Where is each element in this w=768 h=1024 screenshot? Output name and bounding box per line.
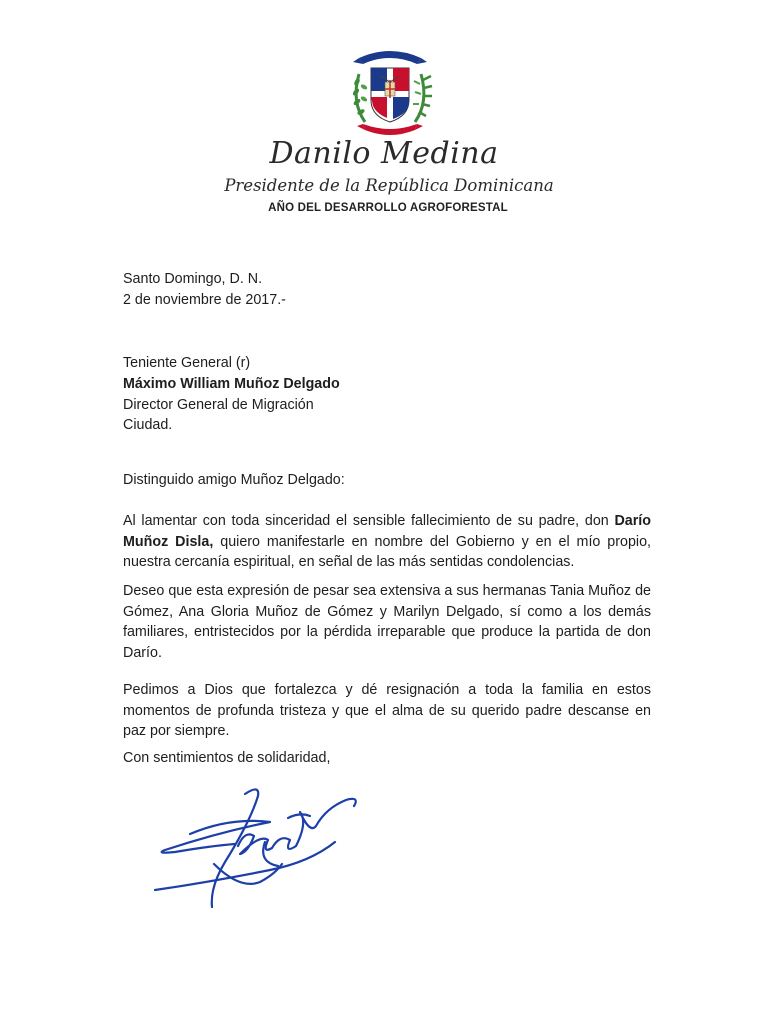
- deceased-name: Darío Muñoz Disla,: [123, 513, 651, 550]
- closing: Con sentimientos de solidaridad,: [123, 750, 331, 766]
- paragraph-1-end: quiero manifestarle en nombre del Gobierno y en el mío propio, nuestra cercanía espiritual, en señal de las más sentidas condolencias.: [123, 533, 652, 570]
- recipient-city: Ciudad.: [123, 417, 173, 433]
- salutation: Distinguido amigo Muñoz Delgado:: [123, 472, 345, 488]
- year-motto: AÑO DEL DESARROLLO AGROFORESTAL: [268, 202, 508, 214]
- paragraph-2: Deseo que esta expresión de pesar sea extensiva a sus hermanas Tania Muñoz de Gómez, Ana Gloria Muñoz de Gómez y Marilyn Delgado, sí como a los demás familiares, entristecidos por la pérdida irreparable que produce la partida de don Darío.: [123, 583, 651, 661]
- paragraph-3: Pedimos a Dios que fortalezca y dé resignación a toda la familia en estos momentos de profunda tristeza y que el alma de su querido padre descanse en paz por siempre.: [123, 682, 651, 739]
- recipient-position: Director General de Migración: [123, 397, 314, 413]
- recipient-name: Máximo William Muñoz Delgado: [123, 376, 340, 392]
- letterhead-title: Presidente de la República Dominicana: [224, 176, 554, 195]
- paragraph-1: [123, 511, 651, 573]
- coat-of-arms-icon: [345, 42, 435, 137]
- signature: [150, 782, 365, 922]
- paragraph-1-start: Al lamentar con toda sinceridad el sensible fallecimiento de su padre, don: [123, 513, 615, 529]
- recipient-rank: Teniente General (r): [123, 355, 251, 371]
- date: 2 de noviembre de 2017.-: [123, 292, 286, 308]
- place: Santo Domingo, D. N.: [123, 271, 263, 287]
- letterhead-name: Danilo Medina: [269, 136, 499, 171]
